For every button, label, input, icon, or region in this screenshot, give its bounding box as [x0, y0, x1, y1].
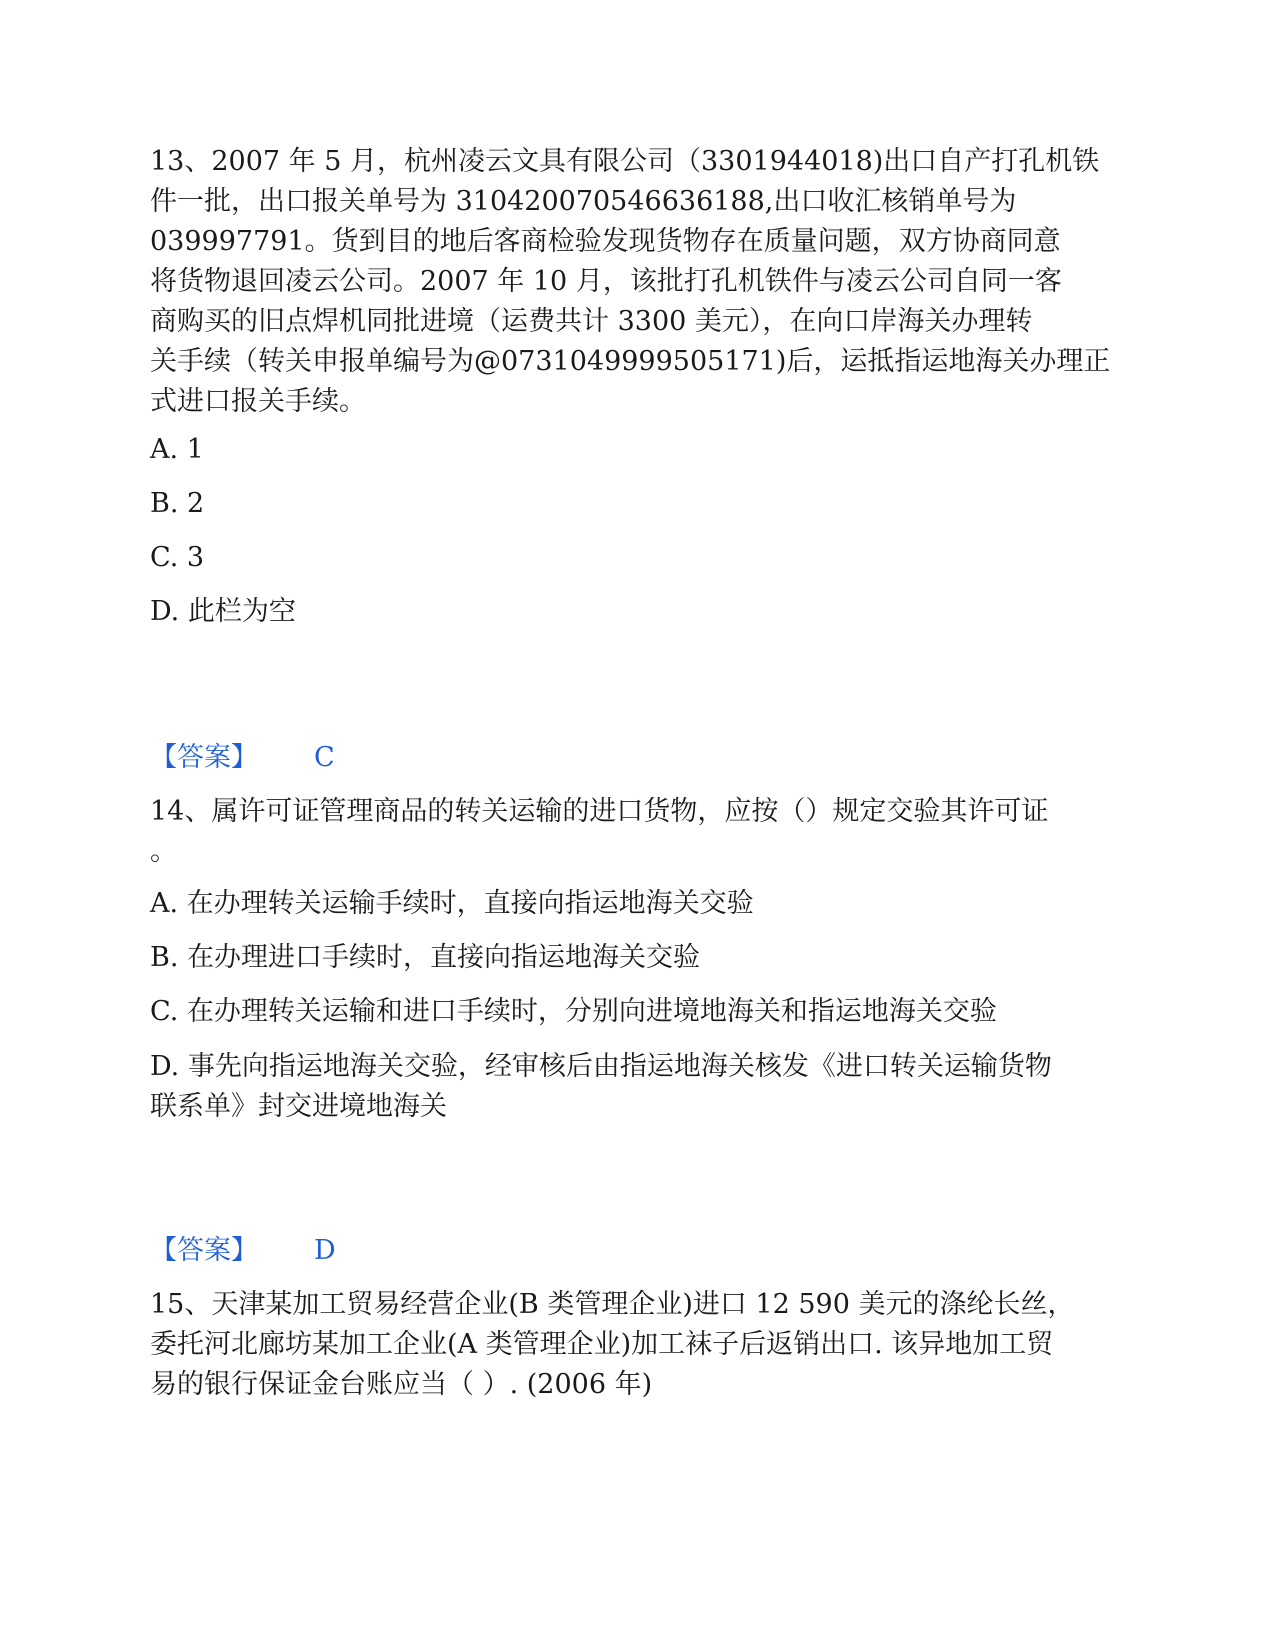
- question-text-line: 易的银行保证金台账应当（ ）. (2006 年): [150, 1369, 653, 1400]
- answer-label: 【答案】: [150, 1235, 258, 1266]
- question-text-line: 商购买的旧点焊机同批进境（运费共计 3300 美元），在向口岸海关办理转: [150, 306, 1033, 337]
- question-13-option-c: C. 3: [150, 542, 205, 573]
- question-text-line: 件一批，出口报关单号为 310420070546636188,出口收汇核销单号为: [150, 186, 1017, 217]
- question-text-line: 将货物退回凌云公司。2007 年 10 月，该批打孔机铁件与凌云公司自同一客: [150, 266, 1062, 297]
- question-13-option-a: A. 1: [150, 434, 204, 465]
- answer-value: D: [314, 1235, 336, 1266]
- question-13-stem: [150, 142, 1110, 422]
- question-14-answer: [150, 1231, 336, 1271]
- question-15-stem: [150, 1285, 1110, 1405]
- question-13-option-b: B. 2: [150, 488, 205, 519]
- question-14-option-a: A. 在办理转关运输手续时，直接向指运地海关交验: [150, 888, 754, 919]
- question-text-line: 式进口报关手续。: [150, 386, 366, 417]
- question-14-stem: [150, 792, 1110, 872]
- question-14-option-d: [150, 1047, 1110, 1127]
- question-text-line: 。: [150, 836, 177, 867]
- option-text-line: 联系单》封交进境地海关: [150, 1091, 447, 1122]
- question-text-line: 15、天津某加工贸易经营企业(B 类管理企业)进口 12 590 美元的涤纶长丝，: [150, 1289, 1075, 1320]
- question-14-option-b: B. 在办理进口手续时，直接向指运地海关交验: [150, 942, 701, 973]
- answer-value: C: [314, 742, 335, 773]
- question-text-line: 13、2007 年 5 月，杭州凌云文具有限公司（3301944018)出口自产打孔机铁: [150, 146, 1100, 177]
- question-text-line: 14、属许可证管理商品的转关运输的进口货物，应按（）规定交验其许可证: [150, 796, 1049, 827]
- option-text-line: D. 事先向指运地海关交验，经审核后由指运地海关核发《进口转关运输货物: [150, 1051, 1052, 1082]
- question-13-answer: [150, 738, 335, 778]
- question-text-line: 关手续（转关申报单编号为@0731049999505171)后，运抵指运地海关办理正: [150, 346, 1111, 377]
- question-14-option-c: C. 在办理转关运输和进口手续时，分别向进境地海关和指运地海关交验: [150, 996, 997, 1027]
- question-text-line: 委托河北廊坊某加工企业(A 类管理企业)加工袜子后返销出口. 该异地加工贸: [150, 1329, 1054, 1360]
- question-13-option-d: D. 此栏为空: [150, 596, 296, 627]
- question-text-line: 039997791。货到目的地后客商检验发现货物存在质量问题，双方协商同意: [150, 226, 1061, 257]
- answer-label: 【答案】: [150, 742, 258, 773]
